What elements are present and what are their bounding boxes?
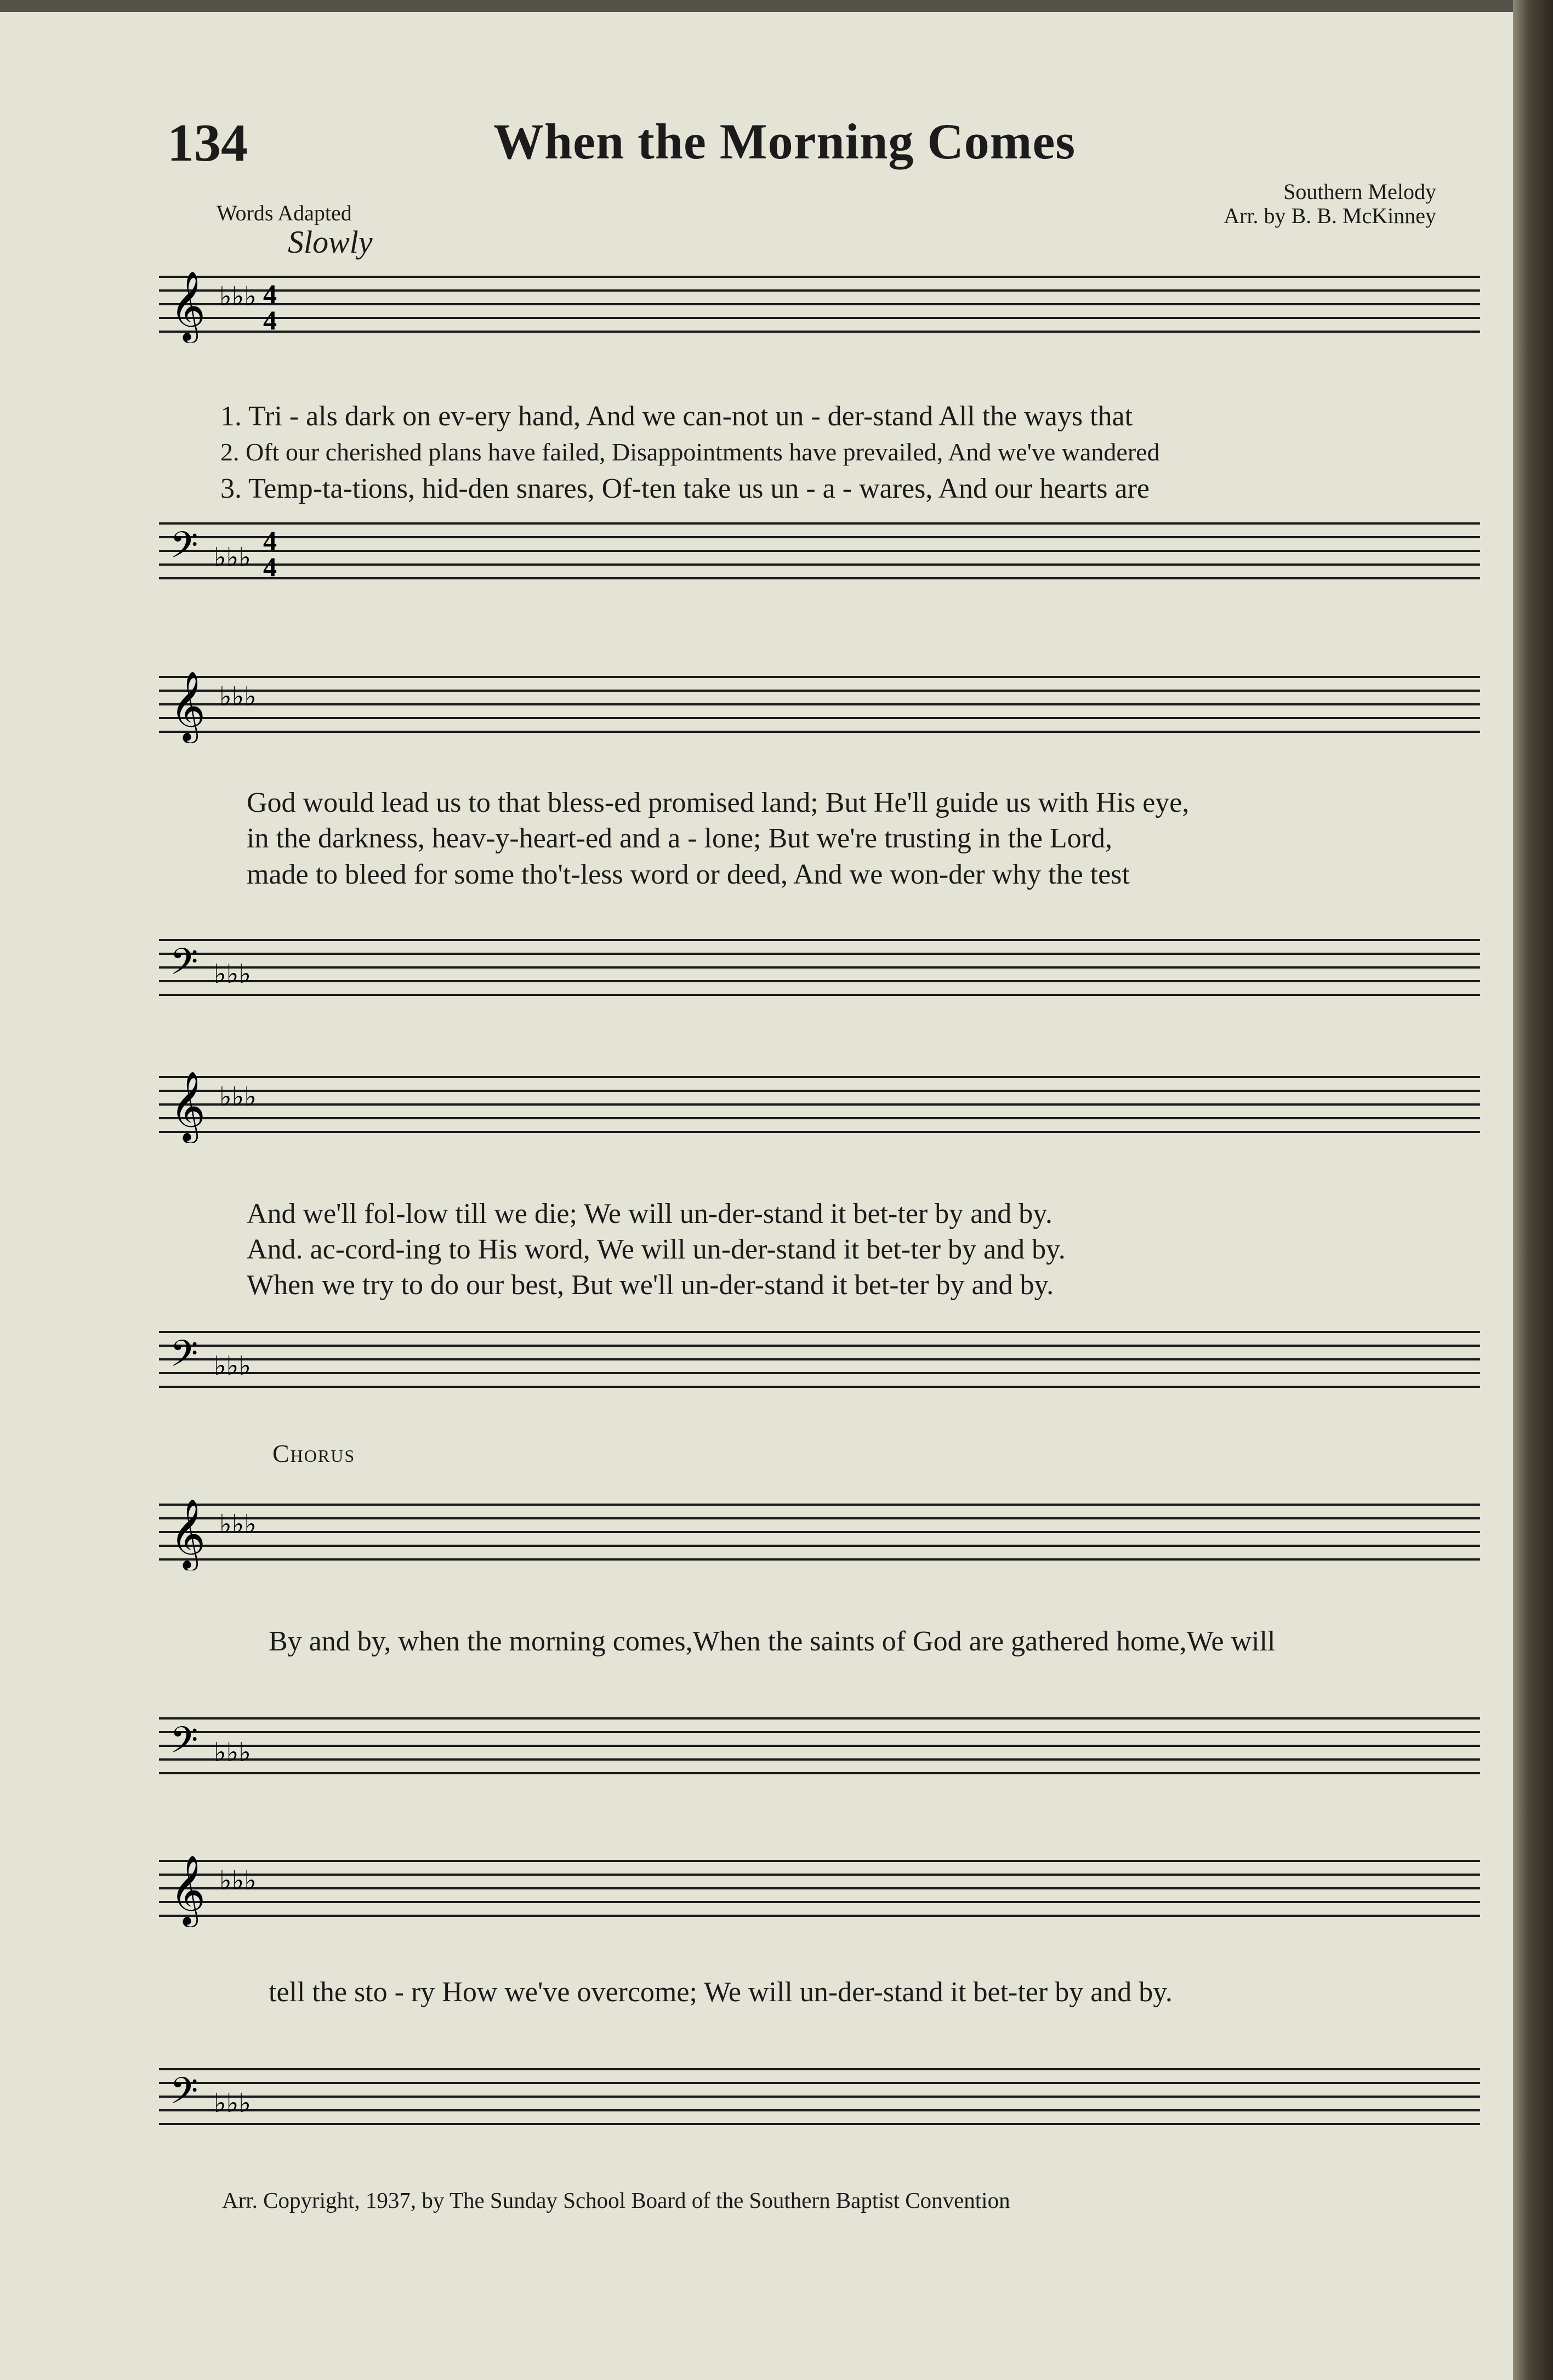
svg-text:𝄞: 𝄞 (170, 1855, 206, 1925)
page-top-edge (0, 0, 1513, 12)
melody-credit: Southern Melody (1283, 179, 1436, 204)
svg-text:♭♭♭: ♭♭♭ (219, 281, 257, 312)
svg-text:♭♭♭: ♭♭♭ (214, 959, 251, 989)
svg-text:𝄞: 𝄞 (170, 671, 206, 741)
verse-2-lyric-line-3: And. ac-cord-ing to His word, We will un-der-stand it bet-ter by and by. (247, 1234, 1066, 1265)
svg-text:𝄞: 𝄞 (170, 1499, 206, 1568)
svg-text:𝄢: 𝄢 (170, 941, 198, 992)
svg-text:♭♭♭: ♭♭♭ (219, 681, 257, 712)
page-number: 134 (167, 113, 248, 173)
verse-1-lyric-line-1: 1. Tri - als dark on ev-ery hand, And we can-not un - der-stand All the ways that (220, 401, 1133, 432)
copyright-notice: Arr. Copyright, 1937, by The Sunday School Board of the Southern Baptist Convention (222, 2188, 1010, 2213)
svg-text:𝄢: 𝄢 (170, 1719, 198, 1770)
svg-text:♭♭♭: ♭♭♭ (214, 1351, 251, 1381)
verse-3-lyric-line-1: 3. Temp-ta-tions, hid-den snares, Of-ten take us un - a - wares, And our hearts are (220, 473, 1150, 504)
svg-text:♭♭♭: ♭♭♭ (214, 1737, 251, 1768)
treble-staff (159, 1072, 1480, 1141)
book-spine (1513, 0, 1553, 2380)
svg-text:4: 4 (263, 525, 277, 556)
music-credit (1224, 180, 1436, 228)
arranger-credit: Arr. by B. B. McKinney (1224, 203, 1436, 228)
verse-3-lyric-line-3: When we try to do our best, But we'll un-der-stand it bet-ter by and by. (247, 1269, 1054, 1301)
svg-text:♭♭♭: ♭♭♭ (214, 542, 251, 573)
bass-staff (159, 935, 1480, 992)
treble-staff (159, 1855, 1480, 1925)
svg-text:♭♭♭: ♭♭♭ (214, 2088, 251, 2119)
svg-text:♭♭♭: ♭♭♭ (219, 1865, 257, 1896)
treble-staff (159, 671, 1480, 741)
svg-text:𝄢: 𝄢 (170, 524, 198, 575)
svg-text:4: 4 (263, 551, 277, 582)
svg-text:𝄢: 𝄢 (170, 1333, 198, 1383)
verse-2-lyric-line-1: 2. Oft our cherished plans have failed, Disappointments have prevailed, And we've wandered (220, 438, 1160, 466)
bass-staff (159, 2064, 1480, 2121)
verse-1-lyric-line-2: God would lead us to that bless-ed promised land; But He'll guide us with His eye, (247, 787, 1190, 818)
verse-3-lyric-line-2: made to bleed for some tho't-less word or deed, And we won-der why the test (247, 859, 1130, 890)
chorus-lyric-line-1: By and by, when the morning comes,When the saints of God are gathered home,We will (269, 1626, 1276, 1657)
chorus-label: Chorus (272, 1439, 356, 1467)
bass-staff (159, 1326, 1480, 1383)
svg-text:4: 4 (263, 278, 277, 309)
bass-staff (159, 1713, 1480, 1770)
svg-text:𝄞: 𝄞 (170, 1072, 206, 1141)
svg-text:♭♭♭: ♭♭♭ (219, 1081, 257, 1112)
tempo-marking: Slowly (288, 224, 373, 260)
words-credit: Words Adapted (217, 201, 352, 225)
verse-1-lyric-line-3: And we'll fol-low till we die; We will un-der-stand it bet-ter by and by. (247, 1198, 1053, 1229)
hymn-title: When the Morning Comes (493, 113, 1076, 169)
svg-text:𝄢: 𝄢 (170, 2070, 198, 2121)
bass-staff (159, 518, 1480, 582)
treble-staff (159, 271, 1480, 340)
svg-text:4: 4 (263, 305, 277, 335)
verse-2-lyric-line-2: in the darkness, heav-y-heart-ed and a - lone; But we're trusting in the Lord, (247, 823, 1112, 854)
chorus-lyric-line-2: tell the sto - ry How we've overcome; We will un-der-stand it bet-ter by and by. (269, 1977, 1173, 2008)
svg-text:♭♭♭: ♭♭♭ (219, 1509, 257, 1540)
svg-text:𝄞: 𝄞 (170, 271, 206, 340)
treble-staff (159, 1499, 1480, 1568)
